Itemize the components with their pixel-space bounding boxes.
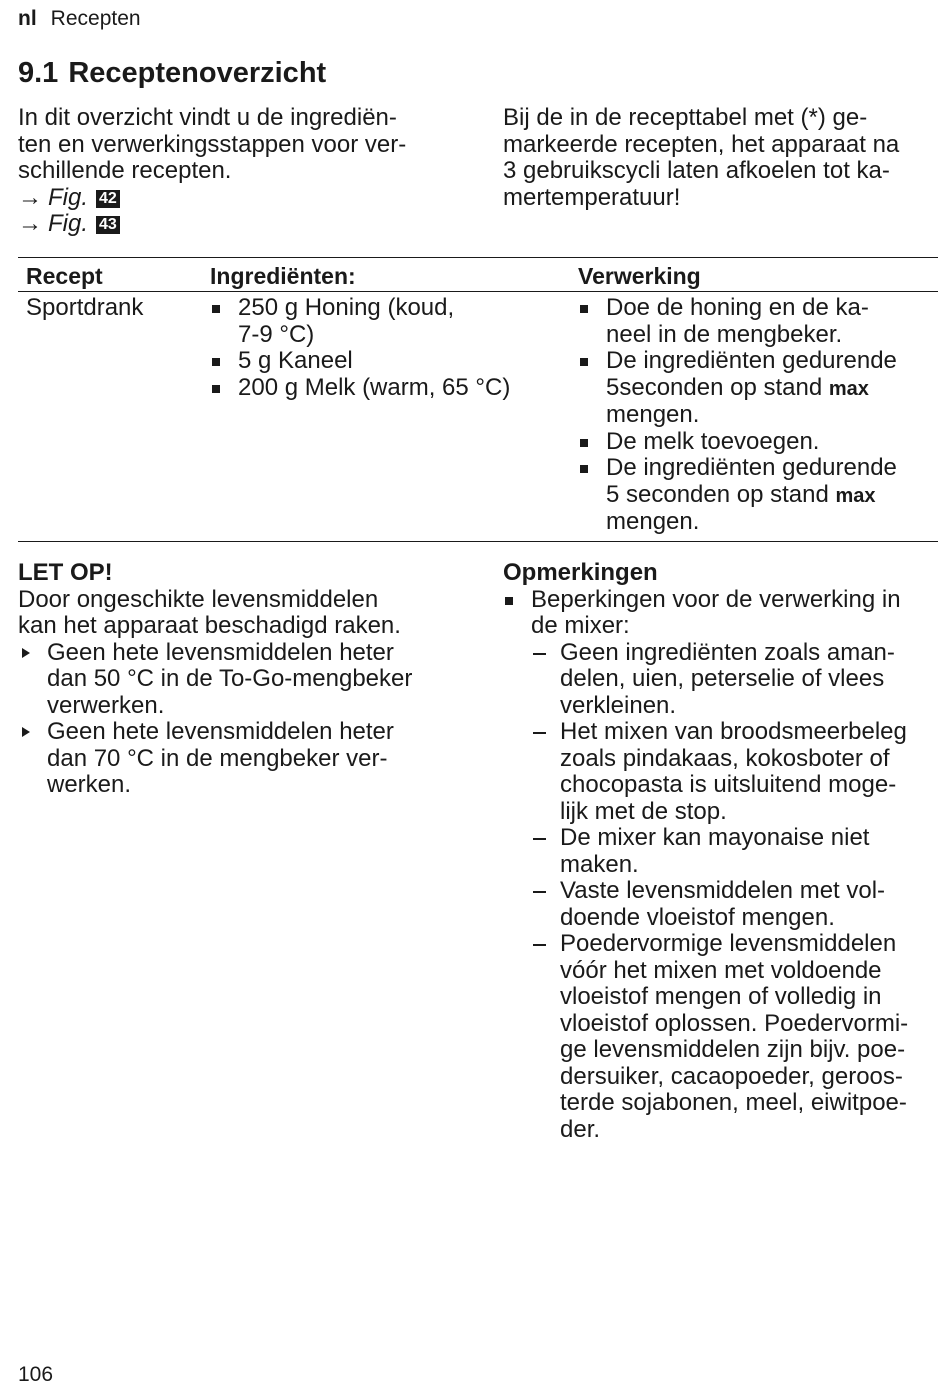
text-line: vóór het mixen met voldoende <box>560 956 882 984</box>
text-line: Beperkingen voor de verwerking in <box>531 585 901 613</box>
text-line: 5 seconden op stand <box>606 480 836 508</box>
text-line: 3 gebruikscycli laten afkoelen tot ka- <box>503 157 890 184</box>
text-line: De melk toevoegen. <box>606 427 820 455</box>
text-line: In dit overzicht vindt u de ingrediën- <box>18 104 397 131</box>
setting-max: max <box>828 377 869 400</box>
table-row <box>18 292 938 542</box>
notes-list <box>503 587 938 1144</box>
text-line: doende vloeistof mengen. <box>560 903 835 931</box>
recipe-table <box>18 257 938 542</box>
text-line: 200 g Melk (warm, 65 °C) <box>238 373 511 401</box>
page-title <box>18 56 326 90</box>
text-line: mengen. <box>606 401 700 428</box>
step-list <box>578 295 930 536</box>
text-line: Doe de honing en de ka- <box>606 294 869 321</box>
intro-right <box>503 105 938 211</box>
text-line: kan het apparaat beschadigd raken. <box>18 612 401 639</box>
fig-label: Fig. <box>48 210 89 237</box>
warning-text <box>18 587 473 640</box>
ingredients-cell <box>202 292 570 542</box>
processing-cell <box>570 292 938 542</box>
text-line: De ingrediënten gedurende <box>606 347 897 374</box>
column-header-ingredients: Ingrediënten: <box>202 258 570 292</box>
ingredient-list <box>210 295 562 401</box>
text-line: 7-9 °C) <box>238 320 315 348</box>
list-item <box>531 825 938 878</box>
text-line: zoals pindakaas, kokosboter of <box>560 744 890 772</box>
text-line: De ingrediënten gedurende <box>606 454 897 481</box>
text-line: mengen. <box>606 508 700 535</box>
text-line: neel in de mengbeker. <box>606 320 843 348</box>
list-item <box>210 375 562 402</box>
section-title: Receptenoverzicht <box>68 57 327 89</box>
warning-title: LET OP! <box>18 559 113 586</box>
text-line: ge levensmiddelen zijn bijv. poe- <box>560 1036 906 1063</box>
list-item <box>531 931 938 1143</box>
text-line: 5 g Kaneel <box>238 347 353 374</box>
column-header-processing: Verwerking <box>570 258 938 292</box>
list-item <box>210 295 562 348</box>
page-number: 106 <box>18 1363 54 1386</box>
list-item <box>531 878 938 931</box>
text-line: de mixer: <box>531 612 630 639</box>
list-item <box>531 719 938 825</box>
list-item <box>578 429 930 456</box>
text-line: vloeistof oplossen. Poedervormi- <box>560 1009 909 1037</box>
arrow-right-icon: → <box>18 183 42 211</box>
figure-number-badge: 43 <box>96 216 120 234</box>
text-line: verwerken. <box>47 691 165 719</box>
text-line: Poedervormige levensmiddelen <box>560 930 897 957</box>
cooling-note <box>503 105 938 211</box>
text-line: De mixer kan mayonaise niet <box>560 824 870 851</box>
text-line: verkleinen. <box>560 691 677 719</box>
recipe-name: Sportdrank <box>18 292 202 542</box>
list-item <box>18 719 473 799</box>
warning-block <box>18 560 473 799</box>
fig-label: Fig. <box>48 183 89 211</box>
text-line: lijk met de stop. <box>560 797 727 825</box>
running-header <box>18 6 141 32</box>
warning-list <box>18 640 473 799</box>
arrow-right-icon: → <box>18 210 42 237</box>
text-line: chocopasta is uitsluitend moge- <box>560 771 897 798</box>
column-header-recipe: Recept <box>18 258 202 292</box>
figure-reference[interactable] <box>18 211 473 238</box>
text-line: maken. <box>560 850 639 878</box>
text-line: Door ongeschikte levensmiddelen <box>18 585 379 613</box>
text-line: Het mixen van broodsmeerbeleg <box>560 718 907 745</box>
text-line: 5seconden op stand <box>606 373 829 401</box>
text-line: Geen ingrediënten zoals aman- <box>560 638 895 666</box>
text-line: mertemperatuur! <box>503 183 681 211</box>
section-number: 9.1 <box>18 57 59 89</box>
intro-text <box>18 105 473 185</box>
table-header-row <box>18 258 938 292</box>
text-line: schillende recepten. <box>18 157 232 184</box>
list-item <box>531 640 938 720</box>
text-line: delen, uien, peterselie of vlees <box>560 665 885 692</box>
list-item <box>18 640 473 720</box>
list-item <box>578 295 930 348</box>
list-item <box>578 348 930 429</box>
text-line: Bij de in de recepttabel met (*) ge- <box>503 104 868 131</box>
notes-sublist <box>531 640 938 1144</box>
text-line: Geen hete levensmiddelen heter <box>47 638 394 666</box>
section-name: Recepten <box>50 7 141 30</box>
list-item <box>578 455 930 536</box>
language-code: nl <box>18 7 37 30</box>
text-line: 250 g Honing (koud, <box>238 294 455 321</box>
text-line: markeerde recepten, het apparaat na <box>503 130 900 158</box>
list-item <box>503 587 938 1144</box>
setting-max: max <box>835 484 876 507</box>
notes-block <box>503 560 938 1143</box>
figure-reference[interactable] <box>18 185 473 212</box>
text-line: werken. <box>47 771 132 798</box>
intro-left <box>18 105 473 238</box>
text-line: der. <box>560 1115 601 1143</box>
text-line: dan 50 °C in de To-Go-mengbeker <box>47 665 413 692</box>
text-line: Geen hete levensmiddelen heter <box>47 718 394 745</box>
text-line: vloeistof mengen of volledig in <box>560 983 882 1010</box>
figure-number-badge: 42 <box>96 190 120 208</box>
text-line: ten en verwerkingsstappen voor ver- <box>18 130 407 158</box>
list-item <box>210 348 562 375</box>
text-line: dersuiker, cacaopoeder, geroos- <box>560 1062 903 1090</box>
text-line: Vaste levensmiddelen met vol- <box>560 877 886 904</box>
text-line: dan 70 °C in de mengbeker ver- <box>47 744 388 772</box>
text-line: terde sojabonen, meel, eiwitpoe- <box>560 1089 907 1116</box>
notes-title: Opmerkingen <box>503 559 658 586</box>
